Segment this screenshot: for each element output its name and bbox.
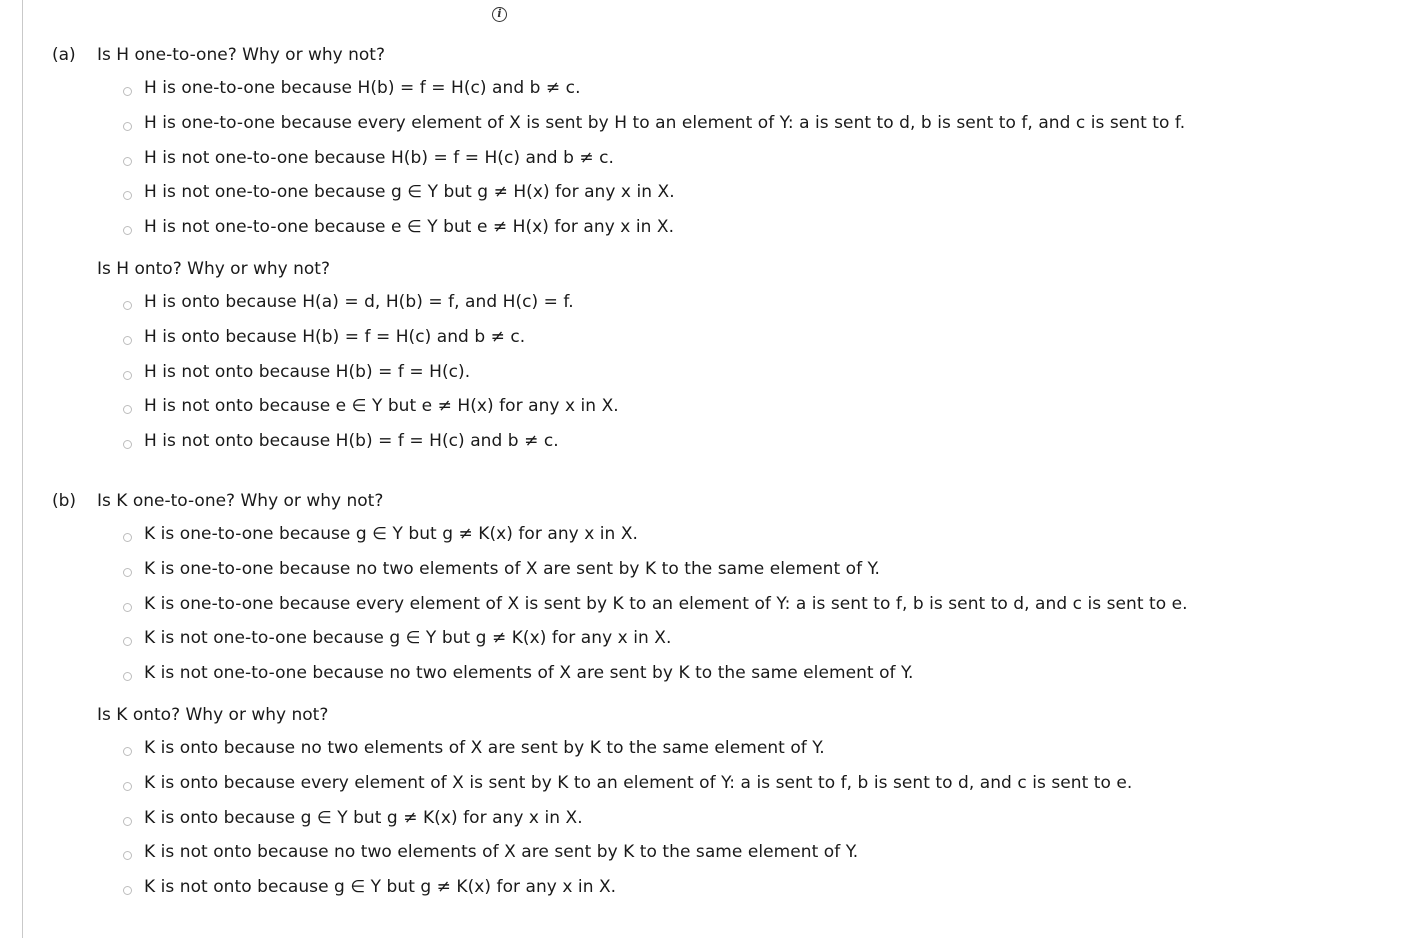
options-list bbox=[97, 291, 619, 465]
question-b2 bbox=[97, 704, 1133, 911]
radio-button[interactable] bbox=[123, 886, 132, 895]
option-label: K is one-to-one because g ∈ Y but g ≠ K(x) for any x in X. bbox=[144, 524, 638, 544]
options-list bbox=[97, 77, 1186, 251]
question-prompt: Is H onto? Why or why not? bbox=[97, 259, 330, 279]
option-row[interactable] bbox=[97, 593, 1188, 628]
option-row[interactable] bbox=[97, 876, 617, 911]
option-label: K is onto because g ∈ Y but g ≠ K(x) for any x in X. bbox=[144, 807, 583, 828]
option-row[interactable] bbox=[97, 627, 672, 662]
option-label: K is not onto because no two elements of X are sent by K to the same element of Y. bbox=[144, 842, 859, 863]
radio-button[interactable] bbox=[123, 782, 132, 791]
radio-button[interactable] bbox=[123, 817, 132, 826]
option-label: H is onto because H(b) = f = H(c) and b ≠ c. bbox=[144, 326, 526, 347]
option-label: H is not one-to-one because H(b) = f = H(c) and b ≠ c. bbox=[144, 147, 614, 168]
option-row[interactable] bbox=[97, 558, 881, 593]
option-row[interactable] bbox=[97, 361, 471, 396]
option-row[interactable] bbox=[97, 395, 619, 430]
radio-button[interactable] bbox=[123, 157, 132, 166]
question-prompt: Is H one-to-one? Why or why not? bbox=[97, 45, 385, 65]
left-border bbox=[22, 0, 23, 938]
radio-button[interactable] bbox=[123, 87, 132, 96]
option-row[interactable] bbox=[97, 430, 559, 465]
option-label: H is not one-to-one because g ∈ Y but g ≠ H(x) for any x in X. bbox=[144, 182, 675, 203]
radio-button[interactable] bbox=[123, 851, 132, 860]
option-label: H is onto because H(a) = d, H(b) = f, and H(c) = f. bbox=[144, 292, 574, 312]
option-label: K is onto because no two elements of X are sent by K to the same element of Y. bbox=[144, 738, 825, 758]
option-label: K is not one-to-one because no two elements of X are sent by K to the same element of Y. bbox=[144, 663, 914, 684]
option-row[interactable] bbox=[97, 737, 825, 772]
radio-button[interactable] bbox=[123, 672, 132, 681]
option-row[interactable] bbox=[97, 523, 638, 558]
part-label: (a) bbox=[52, 45, 76, 65]
option-row[interactable] bbox=[97, 147, 614, 182]
question-a1 bbox=[97, 44, 1186, 251]
radio-button[interactable] bbox=[123, 533, 132, 542]
option-label: H is not one-to-one because e ∈ Y but e ≠ H(x) for any x in X. bbox=[144, 217, 675, 238]
option-label: K is onto because every element of X is sent by K to an element of Y: a is sent to f, b is sent to d, and c is sent to e. bbox=[144, 772, 1133, 793]
option-label: K is one-to-one because every element of X is sent by K to an element of Y: a is sent to f, b is sent to d, and c is sent to e. bbox=[144, 593, 1188, 614]
radio-button[interactable] bbox=[123, 301, 132, 310]
radio-button[interactable] bbox=[123, 747, 132, 756]
option-label: H is one-to-one because every element of X is sent by H to an element of Y: a is sent to d, b is sent to f, and c is sent to f. bbox=[144, 112, 1186, 133]
option-label: H is not onto because H(b) = f = H(c). bbox=[144, 361, 471, 382]
radio-button[interactable] bbox=[123, 371, 132, 380]
info-icon[interactable]: i bbox=[492, 7, 507, 22]
option-row[interactable] bbox=[97, 841, 859, 876]
option-row[interactable] bbox=[97, 326, 526, 361]
option-label: K is not one-to-one because g ∈ Y but g ≠ K(x) for any x in X. bbox=[144, 628, 672, 649]
option-row[interactable] bbox=[97, 662, 914, 697]
radio-button[interactable] bbox=[123, 226, 132, 235]
options-list bbox=[97, 523, 1188, 697]
option-row[interactable] bbox=[97, 112, 1186, 147]
option-row[interactable] bbox=[97, 291, 574, 326]
option-label: K is not onto because g ∈ Y but g ≠ K(x) for any x in X. bbox=[144, 877, 617, 898]
question-prompt: Is K one-to-one? Why or why not? bbox=[97, 491, 384, 511]
option-row[interactable] bbox=[97, 181, 675, 216]
option-label: H is not onto because e ∈ Y but e ≠ H(x) for any x in X. bbox=[144, 396, 619, 417]
option-row[interactable] bbox=[97, 807, 583, 842]
radio-button[interactable] bbox=[123, 405, 132, 414]
radio-button[interactable] bbox=[123, 637, 132, 646]
option-label: H is not onto because H(b) = f = H(c) and b ≠ c. bbox=[144, 431, 559, 452]
option-row[interactable] bbox=[97, 772, 1133, 807]
radio-button[interactable] bbox=[123, 603, 132, 612]
radio-button[interactable] bbox=[123, 336, 132, 345]
option-row[interactable] bbox=[97, 77, 581, 112]
option-label: K is one-to-one because no two elements of X are sent by K to the same element of Y. bbox=[144, 558, 881, 579]
question-a2 bbox=[97, 258, 619, 465]
radio-button[interactable] bbox=[123, 122, 132, 131]
part-label: (b) bbox=[52, 491, 77, 511]
radio-button[interactable] bbox=[123, 440, 132, 449]
option-label: H is one-to-one because H(b) = f = H(c) and b ≠ c. bbox=[144, 78, 581, 98]
radio-button[interactable] bbox=[123, 191, 132, 200]
option-row[interactable] bbox=[97, 216, 675, 251]
options-list bbox=[97, 737, 1133, 911]
question-b1 bbox=[97, 490, 1188, 697]
question-prompt: Is K onto? Why or why not? bbox=[97, 705, 329, 725]
radio-button[interactable] bbox=[123, 568, 132, 577]
